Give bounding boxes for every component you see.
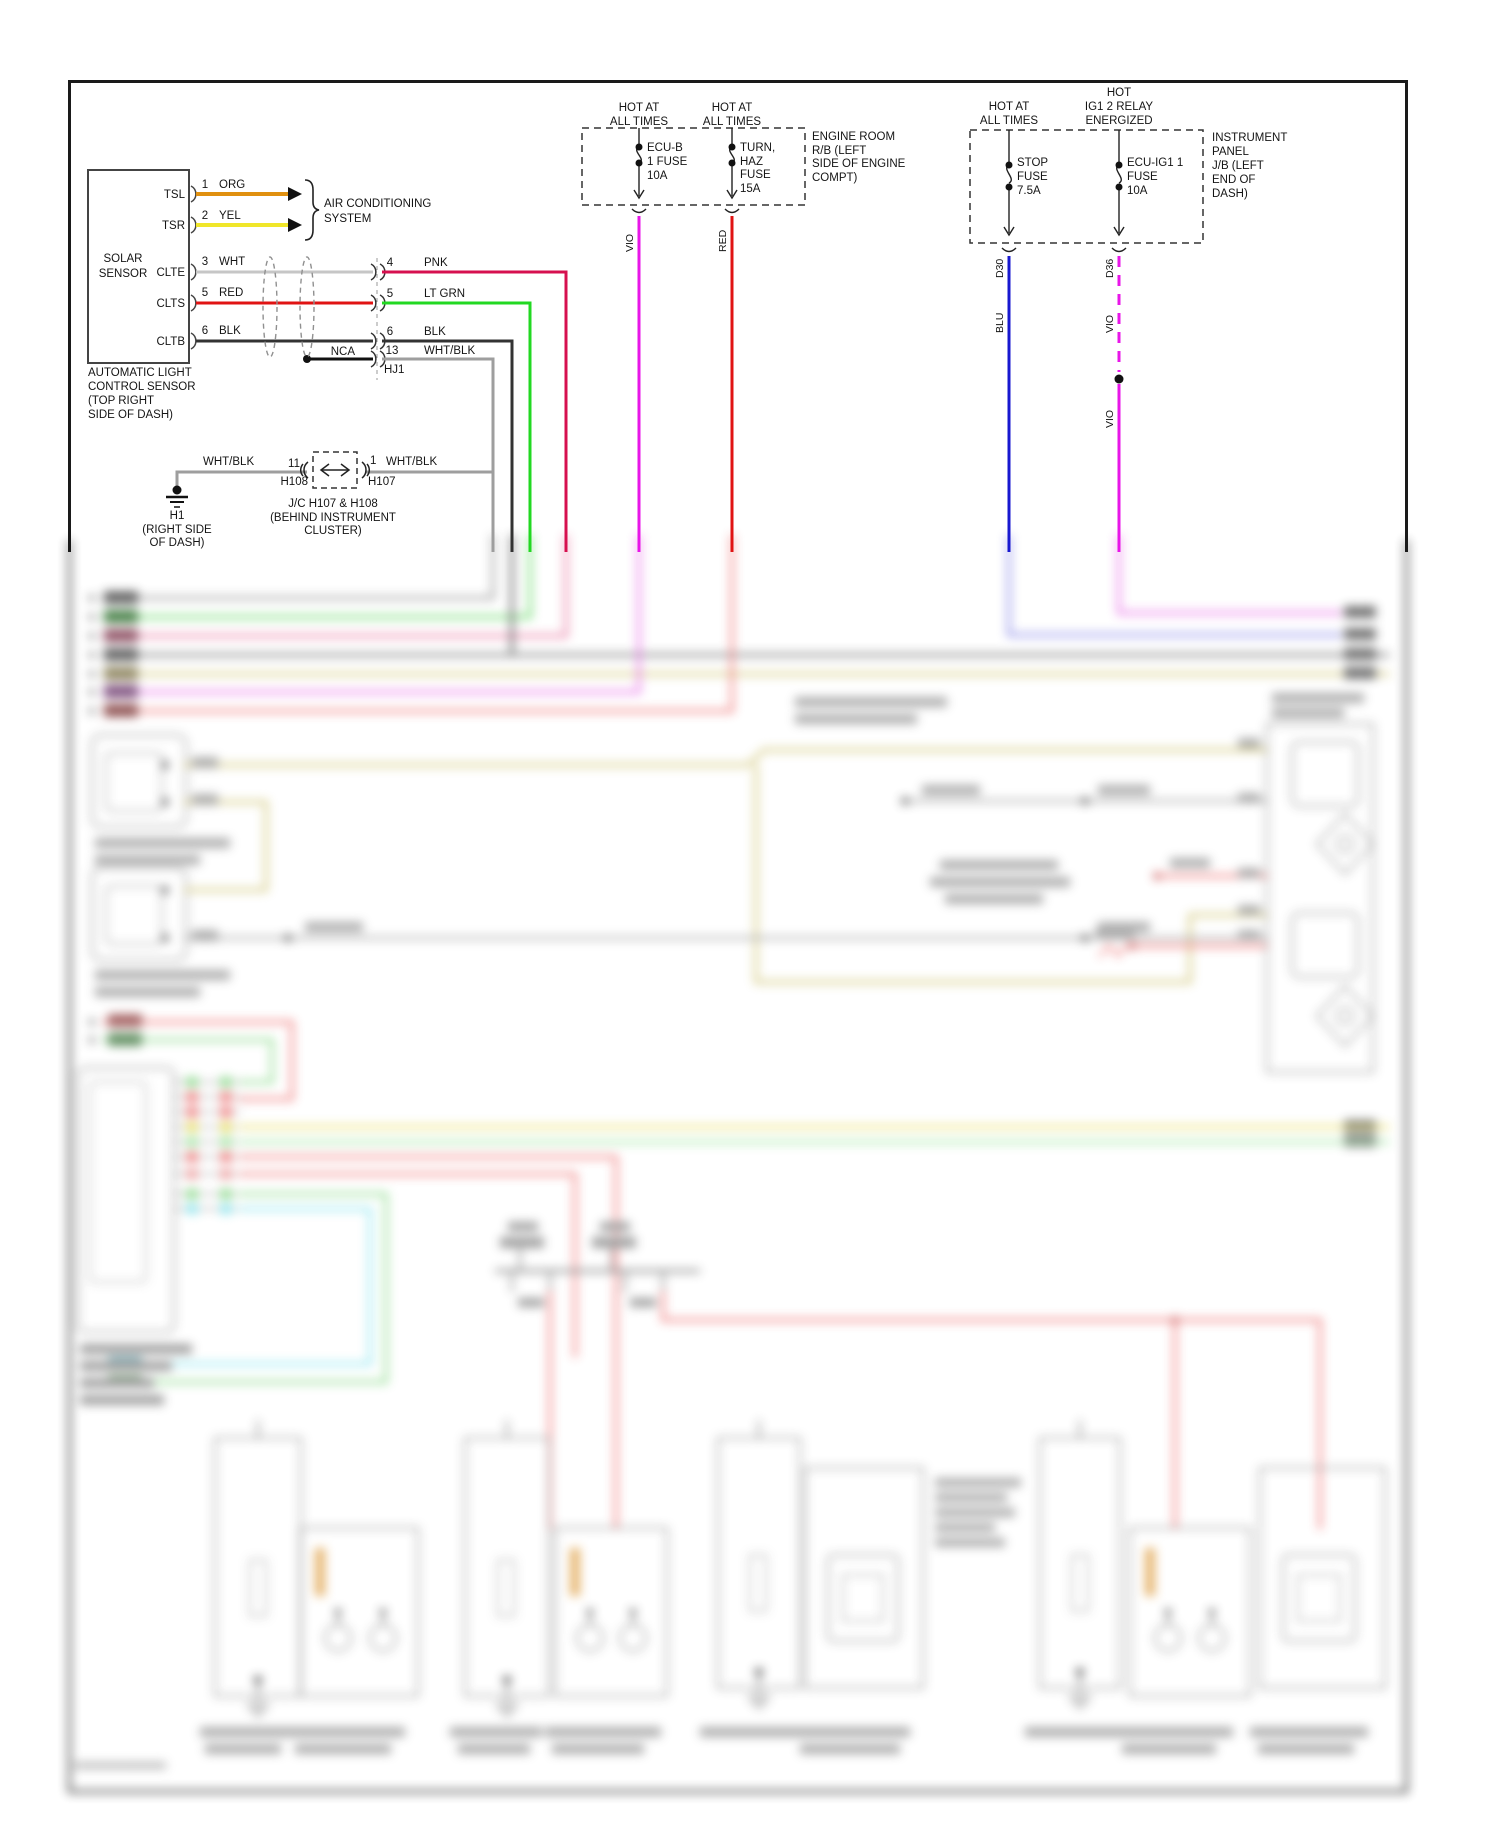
jc-caption-2: (BEHIND INSTRUMENT (270, 512, 396, 524)
ac-label-2: SYSTEM (324, 213, 372, 225)
drop-wires (177, 272, 566, 552)
sensor-caption-4: SIDE OF DASH) (88, 409, 173, 421)
sensor-caption-1: AUTOMATIC LIGHT (88, 367, 192, 379)
fuse-ecub-2: 1 FUSE (647, 156, 688, 168)
page-border (68, 80, 1408, 552)
r2-pin: 5 (386, 288, 394, 300)
engine-room-rb (582, 102, 906, 552)
fuse-ecuig-2: FUSE (1127, 171, 1158, 183)
blu-label: BLU (994, 312, 1006, 333)
d30-label: D30 (994, 258, 1006, 278)
jc-caption-3: CLUSTER) (304, 525, 362, 537)
fuse-ecuig-1: ECU-IG1 1 (1127, 157, 1184, 169)
solar-sensor-label-1: SOLAR (103, 253, 143, 265)
w4-color: RED (219, 287, 244, 299)
vio-label-2: VIO (1104, 409, 1116, 428)
w3-pin: 3 (201, 256, 209, 268)
fuse-turnhaz-4: 15A (740, 183, 761, 195)
w1-pin: 1 (201, 179, 209, 191)
r2-color: LT GRN (424, 288, 466, 300)
jc-pin-right: 1 (370, 455, 377, 467)
ground-caption-2: OF DASH) (149, 537, 205, 549)
nca-label: NCA (330, 346, 355, 358)
vio-junction-dot (1115, 375, 1124, 384)
r1-color: PNK (424, 257, 448, 269)
ip-jb-box (970, 130, 1203, 243)
ac-label-1: AIR CONDITIONING (324, 198, 432, 210)
hot-label: HOT AT (711, 102, 753, 114)
engine-rb-caption-2: R/B (LEFT (812, 145, 867, 157)
fuse-turnhaz-3: FUSE (740, 169, 771, 181)
pin-clte: CLTE (156, 267, 185, 279)
jc-wire-left: WHT/BLK (203, 456, 255, 468)
sensor-caption-3: (TOP RIGHT (88, 395, 155, 407)
pin-connector-arcs (191, 186, 196, 349)
w1-color: ORG (219, 179, 246, 191)
r4-pin: 13 (385, 345, 399, 357)
ground-h1 (142, 486, 212, 550)
hot-label: ALL TIMES (609, 116, 669, 128)
fuse-turnhaz-1: TURN, (740, 142, 776, 154)
connector-arcs (371, 264, 385, 367)
fuse-ecub-1: ECU-B (647, 142, 683, 154)
ip-jb-caption-5: DASH) (1212, 188, 1248, 200)
jc-pin-left: 11 (288, 458, 300, 470)
r4-color: WHT/BLK (424, 345, 476, 357)
ground-caption-1: (RIGHT SIDE (142, 524, 212, 536)
r4-conn: HJ1 (384, 364, 405, 376)
jc-junction (203, 452, 437, 537)
wire-pnk (382, 272, 566, 552)
hot-label: ALL TIMES (702, 116, 762, 128)
pin-clts: CLTS (156, 298, 185, 310)
w3-color: WHT (219, 256, 246, 268)
w2-color: YEL (219, 210, 241, 222)
ground-id: H1 (169, 510, 185, 522)
ip-jb-caption-4: END OF (1212, 174, 1256, 186)
arrow-yel (288, 218, 302, 232)
hot-label: HOT (1106, 87, 1132, 99)
w5-pin: 6 (201, 325, 209, 337)
sensor-caption-2: CONTROL SENSOR (88, 381, 196, 393)
solar-sensor-box (88, 170, 196, 421)
arrow-org (288, 187, 302, 201)
ip-jb-caption-3: J/B (LEFT (1212, 160, 1264, 172)
jc-wire-right: WHT/BLK (386, 456, 438, 468)
pin-tsl: TSL (163, 189, 185, 201)
engine-rb-box (582, 128, 805, 205)
hot-label: HOT AT (988, 101, 1030, 113)
nca-junction-dot (303, 355, 311, 363)
fuse-stop-3: 7.5A (1017, 185, 1041, 197)
ip-jb-caption-1: INSTRUMENT (1212, 132, 1288, 144)
r3-color: BLK (424, 326, 446, 338)
jc-conn-right: H107 (368, 476, 396, 488)
jc-caption-1: J/C H107 & H108 (288, 498, 378, 510)
w2-pin: 2 (201, 210, 209, 222)
vio-label: VIO (1104, 314, 1116, 333)
ac-brace (305, 180, 319, 240)
pin-cltb: CLTB (156, 336, 185, 348)
fuse-stop-2: FUSE (1017, 171, 1048, 183)
w5-color: BLK (219, 325, 241, 337)
hot-label: ALL TIMES (979, 115, 1039, 127)
hot-label: ENERGIZED (1085, 115, 1153, 127)
hot-label: HOT AT (618, 102, 660, 114)
jc-conn-left: H108 (280, 476, 308, 488)
pin-tsr: TSR (162, 220, 185, 232)
r3-pin: 6 (386, 326, 394, 338)
instrument-panel-jb (970, 87, 1287, 552)
vio-wire-label: VIO (624, 233, 636, 252)
w4-pin: 5 (201, 287, 209, 299)
fuse-stop-1: STOP (1017, 157, 1049, 169)
hot-label: IG1 2 RELAY (1084, 101, 1154, 113)
solar-sensor-label-2: SENSOR (98, 268, 148, 280)
engine-rb-caption-4: COMPT) (812, 172, 858, 184)
fuse-ecuig-3: 10A (1127, 185, 1148, 197)
fuse-ecub-3: 10A (647, 170, 668, 182)
r1-pin: 4 (386, 257, 394, 269)
engine-rb-caption-3: SIDE OF ENGINE (812, 158, 906, 170)
fuse-turnhaz-2: HAZ (740, 156, 763, 168)
d36-label: D36 (1104, 258, 1116, 278)
ip-jb-caption-2: PANEL (1212, 146, 1249, 158)
red-wire-label: RED (717, 229, 729, 252)
engine-rb-caption-1: ENGINE ROOM (812, 131, 896, 143)
